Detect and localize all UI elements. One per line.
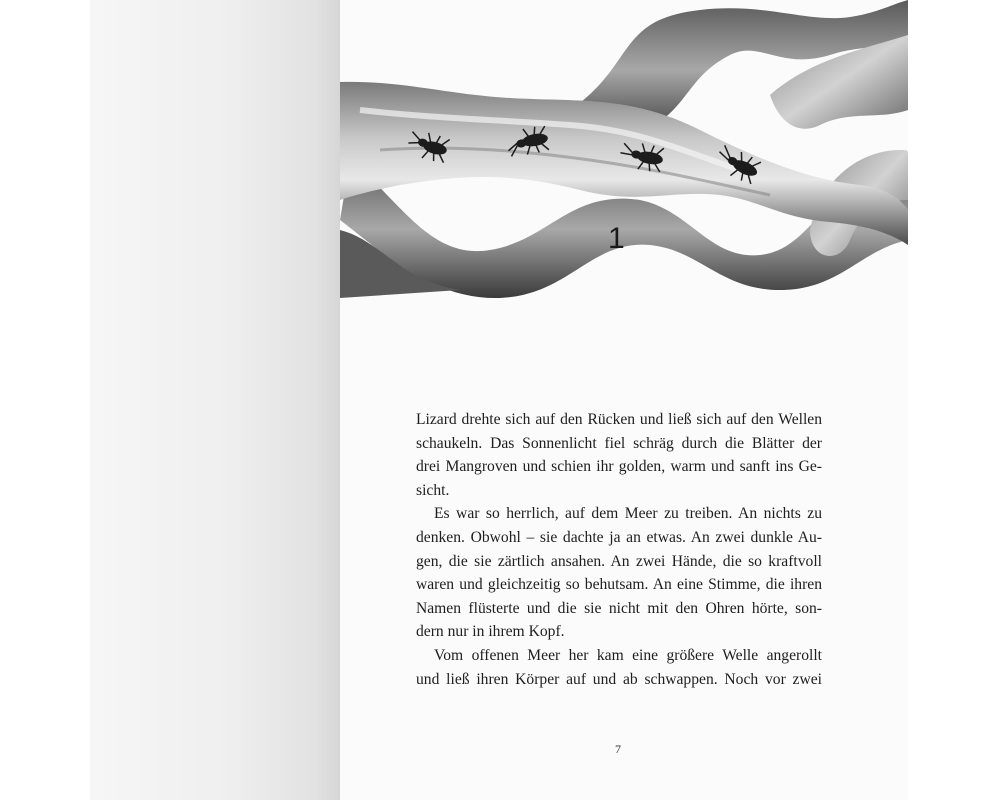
text-line: sicht. (416, 481, 450, 499)
text-line: schaukeln. Das Sonnenlicht fiel schräg durch die Blätter der (416, 434, 822, 452)
page-number: 7 (615, 742, 621, 756)
left-page (90, 0, 340, 800)
text-line: dern nur in ihrem Kopf. (416, 623, 565, 641)
chapter-body-text (416, 408, 822, 691)
text-line: Es war so herrlich, auf dem Meer zu treiben. An nichts zu (434, 505, 822, 523)
text-line: und ließ ihren Körper auf und ab schwappen. Noch vor zwei (416, 670, 822, 688)
text-line: waren und gleichzeitig so behutsam. An eine Stimme, die ihren (416, 576, 822, 594)
text-line: Namen flüsterte und die sie nicht mit den Ohren hörte, son- (416, 599, 822, 617)
text-line: Lizard drehte sich auf den Rücken und ließ sich auf den Wellen (416, 411, 822, 428)
text-line: Vom offenen Meer her kam eine größere Welle angerollt (434, 646, 822, 664)
right-page: 1 Lizard drehte sich auf den Rücken und ließ sich auf den Wellen schaukeln. Das Sonnenlicht fiel schräg durch die Blätter der drei Mangroven und schien ihr golden, warm und sanft ins Ge- sicht. Es war so herrlich, auf dem Meer zu treiben. An nichts zu denken. Obwohl – sie dachte ja an etwas. An zwei dunkle Au- gen, die sie zärtlich ansahen. An zwei Hände, die so kraftvoll waren und gleichzeitig so behutsam. An eine Stimme, die ihren Namen flüsterte und die sie nicht mit den Ohren hörte, son- dern nur in ihrem Kopf. Vom offenen Meer her kam eine größere Welle angerollt und ließ ihren Körper auf und ab schwappen. Noch vor zwei 7 (340, 0, 908, 800)
text-line: gen, die sie zärtlich ansahen. An zwei Hände, die so kraftvoll (416, 552, 822, 570)
text-line: denken. Obwohl – sie dachte ja an etwas. An zwei dunkle Au- (416, 528, 822, 546)
text-line: drei Mangroven und schien ihr golden, warm und sanft ins Ge- (416, 458, 822, 476)
